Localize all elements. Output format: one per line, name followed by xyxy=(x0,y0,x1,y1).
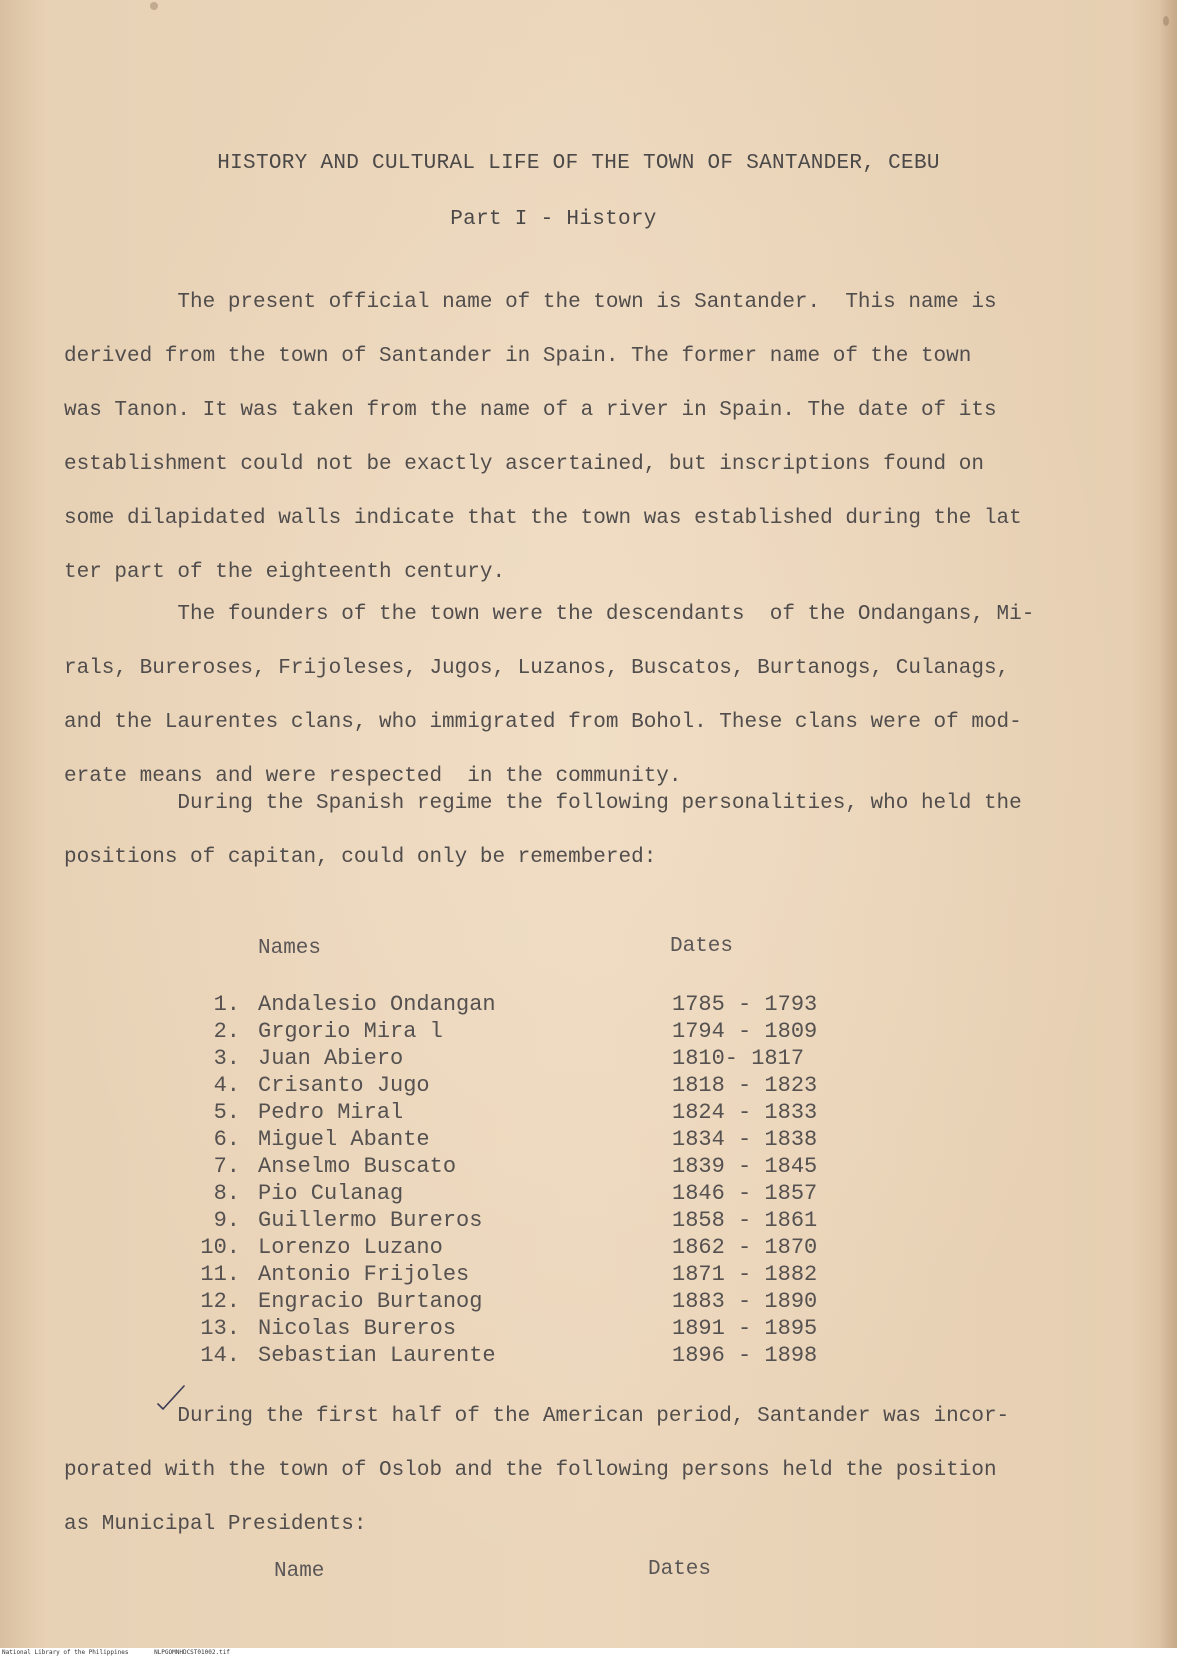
capitan-dates: 1871 - 1882 xyxy=(672,1262,818,1287)
document-subtitle: Part I - History xyxy=(450,208,657,231)
capitan-name: Anselmo Buscato xyxy=(258,1154,457,1179)
table-row xyxy=(190,1181,890,1208)
capitan-name: Nicolas Bureros xyxy=(258,1316,457,1341)
table-row xyxy=(190,1343,890,1370)
capitan-dates: 1883 - 1890 xyxy=(672,1289,818,1314)
capitan-name: Antonio Frijoles xyxy=(258,1262,470,1287)
paragraph-american-period: During the first half of the American period, Santander was incor- porated with the town of Oslob and the following persons held the position as Municipal Presidents: xyxy=(64,1405,1010,1536)
ink-spot xyxy=(1163,16,1169,26)
row-number: 10. xyxy=(200,1235,240,1260)
table-row xyxy=(190,1316,890,1343)
capitan-dates: 1785 - 1793 xyxy=(672,992,818,1017)
row-number: 12. xyxy=(200,1289,240,1314)
table-row xyxy=(190,1127,890,1154)
row-number: 13. xyxy=(200,1316,240,1341)
capitan-dates: 1846 - 1857 xyxy=(672,1181,818,1206)
capitan-dates-header: Dates xyxy=(670,935,734,958)
capitan-dates: 1896 - 1898 xyxy=(672,1343,818,1368)
capitan-dates: 1794 - 1809 xyxy=(672,1019,818,1044)
capitan-name: Crisanto Jugo xyxy=(258,1073,430,1098)
capitan-names-header: Names xyxy=(258,937,322,960)
capitan-dates: 1810- 1817 xyxy=(672,1046,805,1071)
president-name-header: Name xyxy=(274,1560,325,1583)
table-row xyxy=(190,1046,890,1073)
row-number: 11. xyxy=(200,1262,240,1287)
capitan-name: Miguel Abante xyxy=(258,1127,430,1152)
document-title: HISTORY AND CULTURAL LIFE OF THE TOWN OF SANTANDER, CEBU xyxy=(217,152,940,175)
table-row xyxy=(190,1289,890,1316)
capitan-dates: 1858 - 1861 xyxy=(672,1208,818,1233)
row-number: 5. xyxy=(213,1100,240,1125)
table-row xyxy=(190,1235,890,1262)
capitan-name: Pio Culanag xyxy=(258,1181,404,1206)
table-row xyxy=(190,1208,890,1235)
president-dates-header: Dates xyxy=(648,1558,712,1581)
capitan-dates: 1862 - 1870 xyxy=(672,1235,818,1260)
row-number: 6. xyxy=(213,1127,240,1152)
table-row xyxy=(190,992,890,1019)
table-row xyxy=(190,1100,890,1127)
table-row xyxy=(190,1019,890,1046)
capitan-name: Guillermo Bureros xyxy=(258,1208,483,1233)
row-number: 7. xyxy=(213,1154,240,1179)
row-number: 2. xyxy=(213,1019,240,1044)
capitan-dates: 1818 - 1823 xyxy=(672,1073,818,1098)
capitan-name: Pedro Miral xyxy=(258,1100,404,1125)
paragraph-spanish-regime: During the Spanish regime the following personalities, who held the positions of capitan, could only be remembered: xyxy=(64,792,1022,869)
row-number: 9. xyxy=(213,1208,240,1233)
library-credit: National Library of the Philippines xyxy=(2,1649,129,1656)
paragraph-founders: The founders of the town were the descendants of the Ondangans, Mi- rals, Bureroses, Frijoleses, Jugos, Luzanos, Buscatos, Burtanogs, Culanags, and the Laurentes clans, who immigrated from Bohol. These clans were of mod- erate means and were respected in the community. xyxy=(64,603,1035,788)
capitan-name: Sebastian Laurente xyxy=(258,1343,496,1368)
capitan-name: Juan Abiero xyxy=(258,1046,404,1071)
row-number: 14. xyxy=(200,1343,240,1368)
capitan-name: Lorenzo Luzano xyxy=(258,1235,443,1260)
row-number: 3. xyxy=(213,1046,240,1071)
capitan-dates: 1839 - 1845 xyxy=(672,1154,818,1179)
table-row xyxy=(190,1154,890,1181)
capitan-dates: 1891 - 1895 xyxy=(672,1316,818,1341)
scan-footer xyxy=(0,1648,1177,1658)
ink-spot xyxy=(150,2,158,10)
capitan-dates: 1824 - 1833 xyxy=(672,1100,818,1125)
row-number: 8. xyxy=(213,1181,240,1206)
row-number: 4. xyxy=(213,1073,240,1098)
paragraph-official-name: The present official name of the town is Santander. This name is derived from the town of Santander in Spain. The former name of the town was Tanon. It was taken from the name of a river in Spain. The date of its establishment could not be exactly ascertained, but inscriptions found on some dilapidated walls indicate that the town was established during the lat ter part of the eighteenth century. xyxy=(64,291,1022,584)
row-number: 1. xyxy=(213,992,240,1017)
capitan-name: Andalesio Ondangan xyxy=(258,992,496,1017)
table-row xyxy=(190,1073,890,1100)
scan-filename: NLPGOMNHDCST01002.tif xyxy=(154,1649,230,1656)
capitan-name: Engracio Burtanog xyxy=(258,1289,483,1314)
capitan-name: Grgorio Mira l xyxy=(258,1019,443,1044)
capitan-dates: 1834 - 1838 xyxy=(672,1127,818,1152)
table-row xyxy=(190,1262,890,1289)
